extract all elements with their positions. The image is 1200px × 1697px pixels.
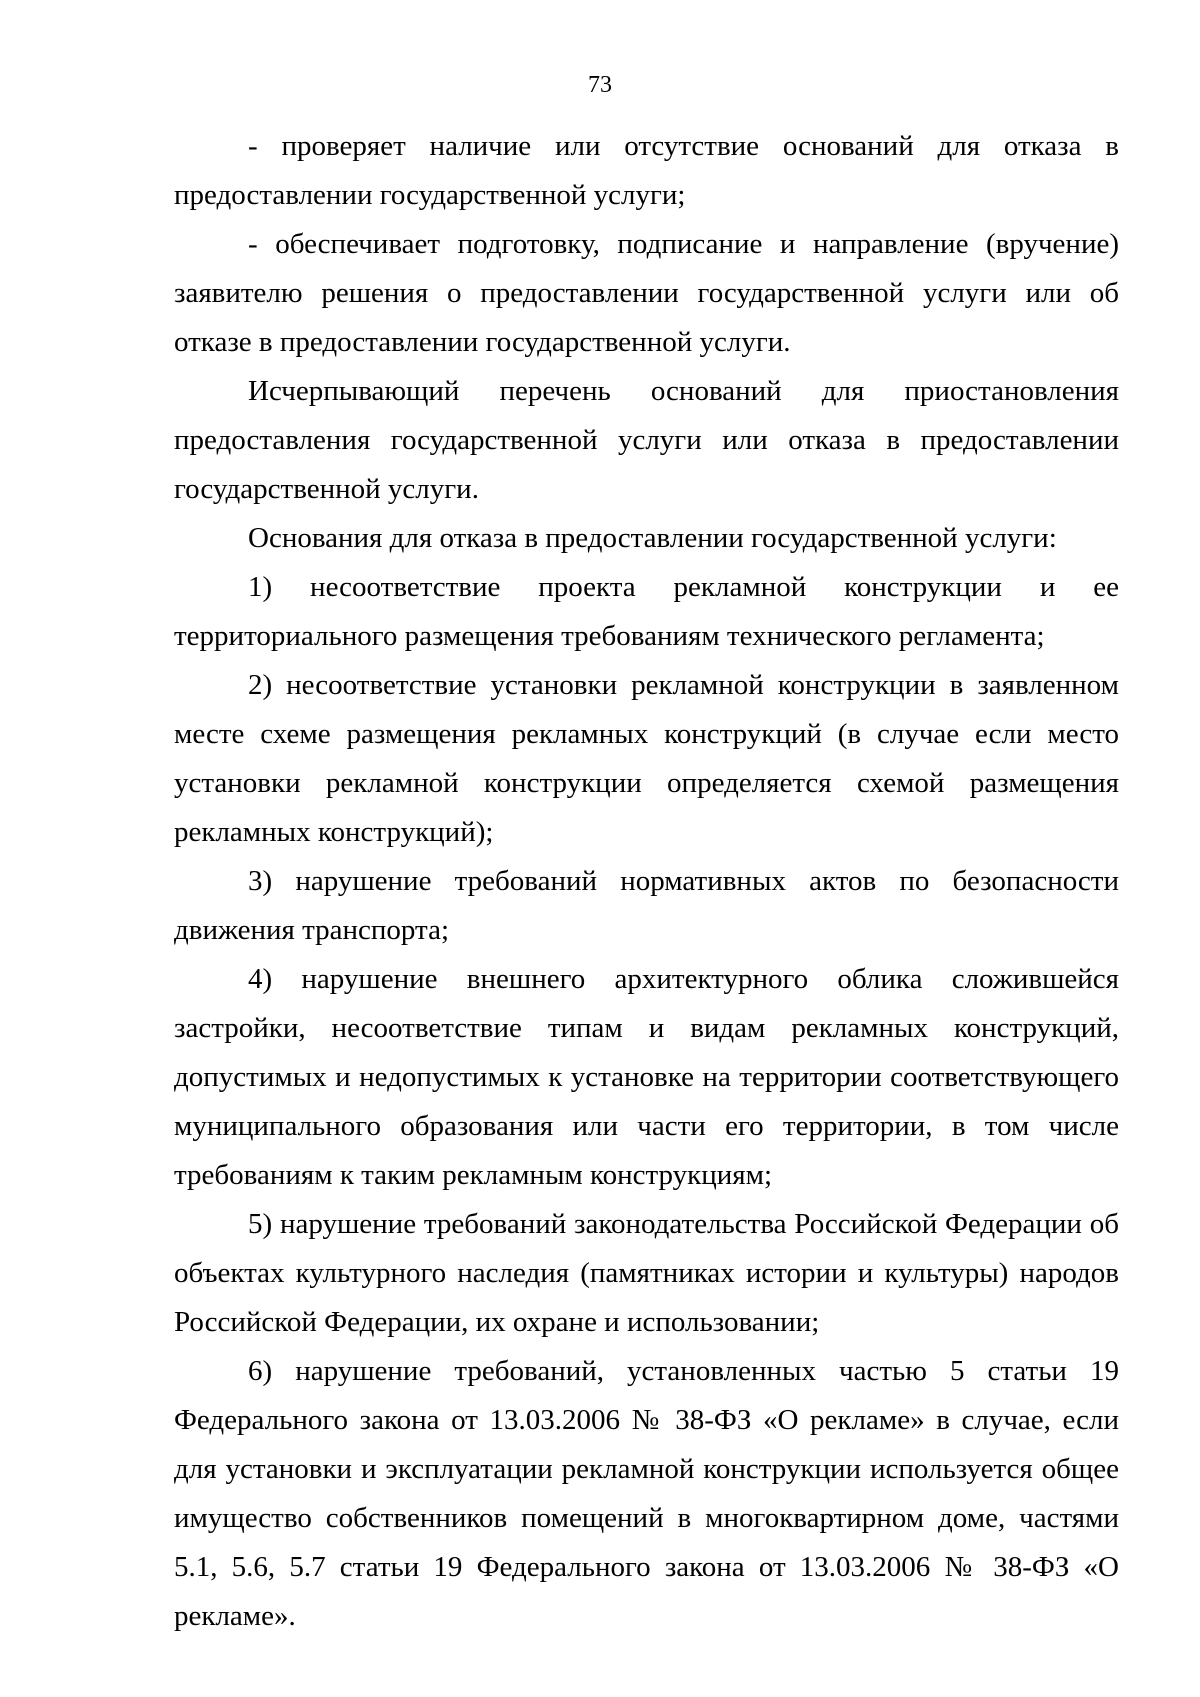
list-item-1: 1) несоответствие проекта рекламной конструкции и ее территориального размещения требованиям технического регламента; bbox=[174, 571, 1119, 652]
document-body bbox=[174, 122, 1119, 1641]
paragraph-check-grounds: - проверяет наличие или отсутствие оснований для отказа в предоставлении государственной услуги; bbox=[174, 130, 1119, 211]
list-item-2: 2) несоответствие установки рекламной конструкции в заявленном месте схеме размещения рекламных конструкций (в случае если место установки рекламной конструкции определяется схемой размещения рекламных конструкций); bbox=[174, 669, 1119, 848]
list-item-3: 3) нарушение требований нормативных актов по безопасности движения транспорта; bbox=[174, 865, 1119, 946]
paragraph-prepare-decision: - обеспечивает подготовку, подписание и направление (вручение) заявителю решения о предоставлении государственной услуги или об отказе в предоставлении государственной услуги. bbox=[174, 228, 1119, 358]
list-item-6: 6) нарушение требований, установленных частью 5 статьи 19 Федерального закона от 13.03.2006 № 38-ФЗ «О рекламе» в случае, если для установки и эксплуатации рекламной конструкции используется общее имущество собственников помещений в многоквартирном доме, частями 5.1, 5.6, 5.7 статьи 19 Федерального закона от 13.03.2006 № 38-ФЗ «О рекламе». bbox=[174, 1355, 1119, 1632]
list-item-4: 4) нарушение внешнего архитектурного облика сложившейся застройки, несоответствие типам и видам рекламных конструкций, допустимых и недопустимых к установке на территории соответствующего муниципального образования или части его территории, в том числе требованиям к таким рекламным конструкциям; bbox=[174, 963, 1119, 1191]
page-number: 73 bbox=[588, 72, 612, 98]
paragraph-exhaustive-list: Исчерпывающий перечень оснований для приостановления предоставления государственной услуги или отказа в предоставлении государственной услуги. bbox=[174, 375, 1119, 505]
paragraph-grounds-heading: Основания для отказа в предоставлении государственной услуги: bbox=[248, 522, 1057, 554]
list-item-5: 5) нарушение требований законодательства Российской Федерации об объектах культурного наследия (памятниках истории и культуры) народов Российской Федерации, их охране и использовании; bbox=[174, 1208, 1119, 1338]
